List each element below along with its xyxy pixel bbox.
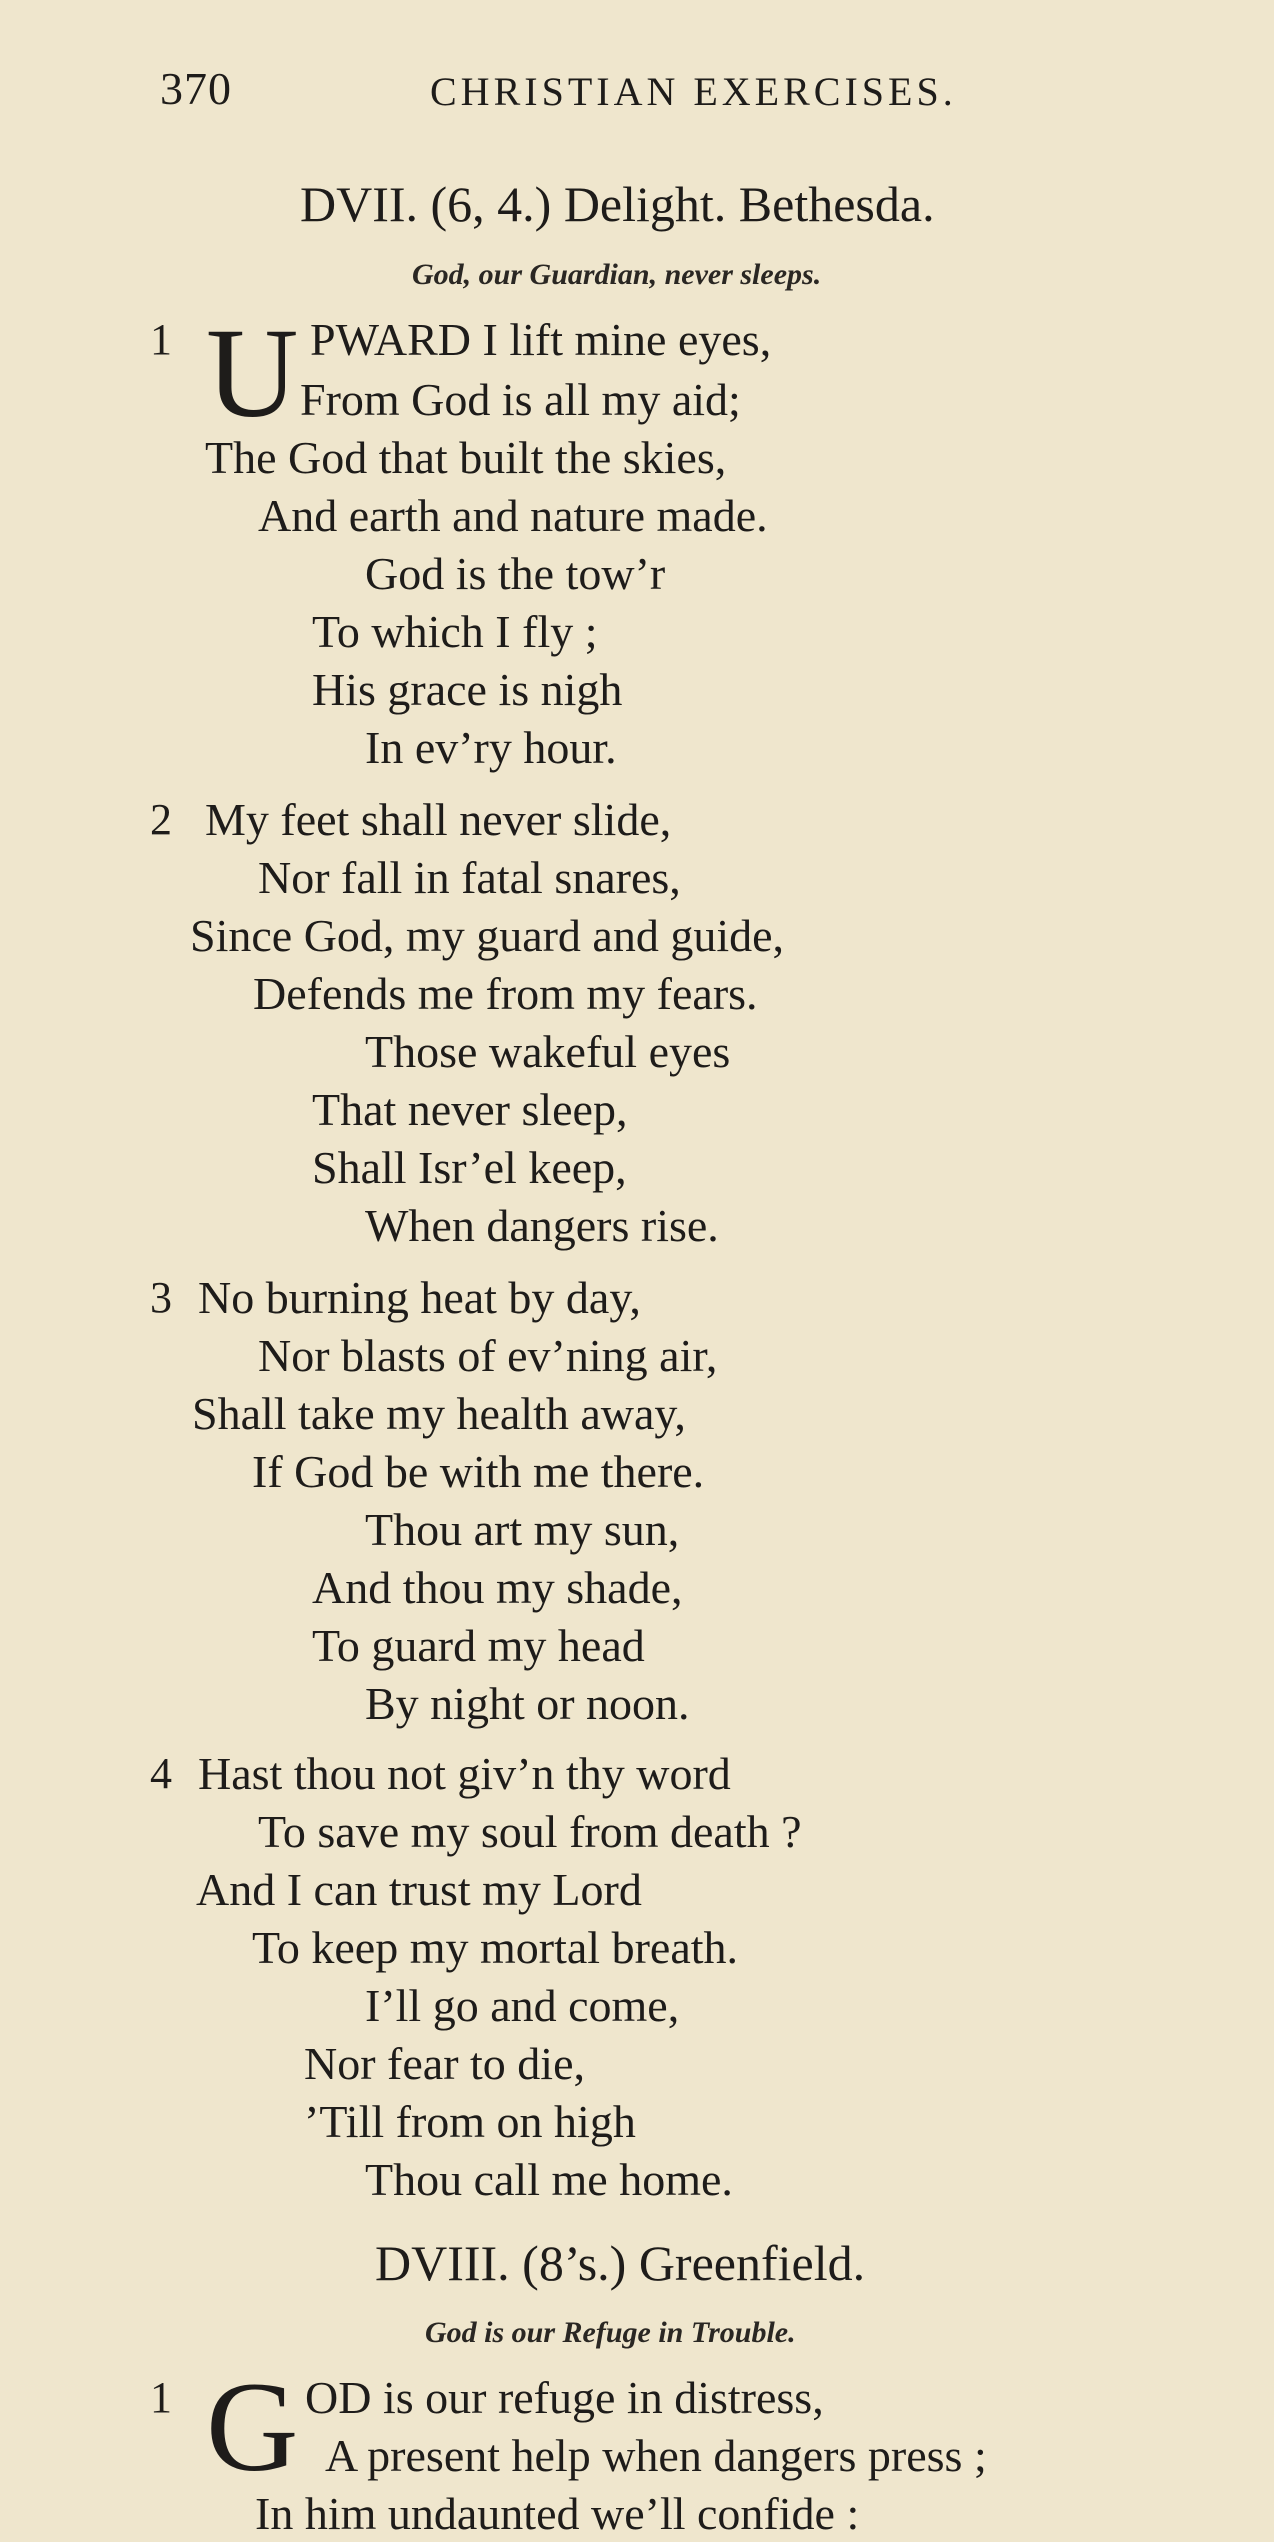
hymn-title: DVIII. (8’s.) Greenfield. bbox=[375, 2235, 866, 2291]
verse-line: PWARD I lift mine eyes, bbox=[310, 314, 772, 365]
verse-line: My feet shall never slide, bbox=[205, 794, 672, 845]
verse-line: Nor fall in fatal snares, bbox=[258, 852, 681, 903]
verse-line: Nor fear to die, bbox=[304, 2038, 585, 2089]
hymn-title: DVII. (6, 4.) Delight. Bethesda. bbox=[300, 176, 935, 232]
page-number: 370 bbox=[160, 63, 232, 114]
verse-line: I’ll go and come, bbox=[365, 1980, 680, 2031]
verse-line: To keep my mortal breath. bbox=[252, 1922, 739, 1973]
verse-line: Those wakeful eyes bbox=[365, 1026, 731, 1077]
verse-line: Hast thou not giv’n thy word bbox=[198, 1748, 731, 1799]
verse-line: To save my soul from death ? bbox=[258, 1806, 802, 1857]
verse-line: ’Till from on high bbox=[304, 2096, 636, 2147]
verse-line: When dangers rise. bbox=[365, 1200, 719, 1251]
hymn-subtitle: God, our Guardian, never sleeps. bbox=[412, 258, 822, 291]
verse-line: A present help when dangers press ; bbox=[325, 2430, 987, 2481]
verse-line: OD is our refuge in distress, bbox=[305, 2372, 824, 2423]
verse-line: Shall take my health away, bbox=[192, 1388, 686, 1439]
verse-line: To guard my head bbox=[312, 1620, 645, 1671]
verse-line: In ev’ry hour. bbox=[365, 722, 617, 773]
running-head bbox=[0, 62, 1274, 132]
verse-line: And thou my shade, bbox=[312, 1562, 683, 1613]
verse-number: 1 bbox=[150, 315, 172, 364]
verse-number: 1 bbox=[150, 2373, 172, 2422]
verse-line: Thou call me home. bbox=[365, 2154, 733, 2205]
verse-line: The God that built the skies, bbox=[205, 432, 727, 483]
verse-line: Nor blasts of ev’ning air, bbox=[258, 1330, 718, 1381]
verse-line: Shall Isr’el keep, bbox=[312, 1142, 627, 1193]
verse-line: By night or noon. bbox=[365, 1678, 690, 1729]
drop-cap: G bbox=[206, 2356, 299, 2498]
verse-line: To which I fly ; bbox=[312, 606, 598, 657]
running-title: CHRISTIAN EXERCISES. bbox=[430, 69, 957, 114]
verse-number: 4 bbox=[150, 1749, 172, 1798]
hymn-subtitle: God is our Refuge in Trouble. bbox=[425, 2316, 796, 2349]
verse-line: Since God, my guard and guide, bbox=[190, 910, 785, 961]
verse-number: 2 bbox=[150, 795, 172, 844]
verse-line: If God be with me there. bbox=[252, 1446, 705, 1497]
verse-line: No burning heat by day, bbox=[198, 1272, 641, 1323]
verse-line: That never sleep, bbox=[312, 1084, 628, 1135]
verse-line: In him undaunted we’ll confide : bbox=[255, 2488, 860, 2539]
verse-line: From God is all my aid; bbox=[300, 374, 741, 425]
verse-line: Defends me from my fears. bbox=[253, 968, 758, 1019]
verse-line: His grace is nigh bbox=[312, 664, 623, 715]
verse-line: Thou art my sun, bbox=[365, 1504, 680, 1555]
verse-line: And I can trust my Lord bbox=[196, 1864, 642, 1915]
verse-line: God is the tow’r bbox=[365, 548, 666, 599]
verse-number: 3 bbox=[150, 1273, 172, 1322]
verse-line: And earth and nature made. bbox=[258, 490, 768, 541]
drop-cap: U bbox=[206, 302, 299, 444]
